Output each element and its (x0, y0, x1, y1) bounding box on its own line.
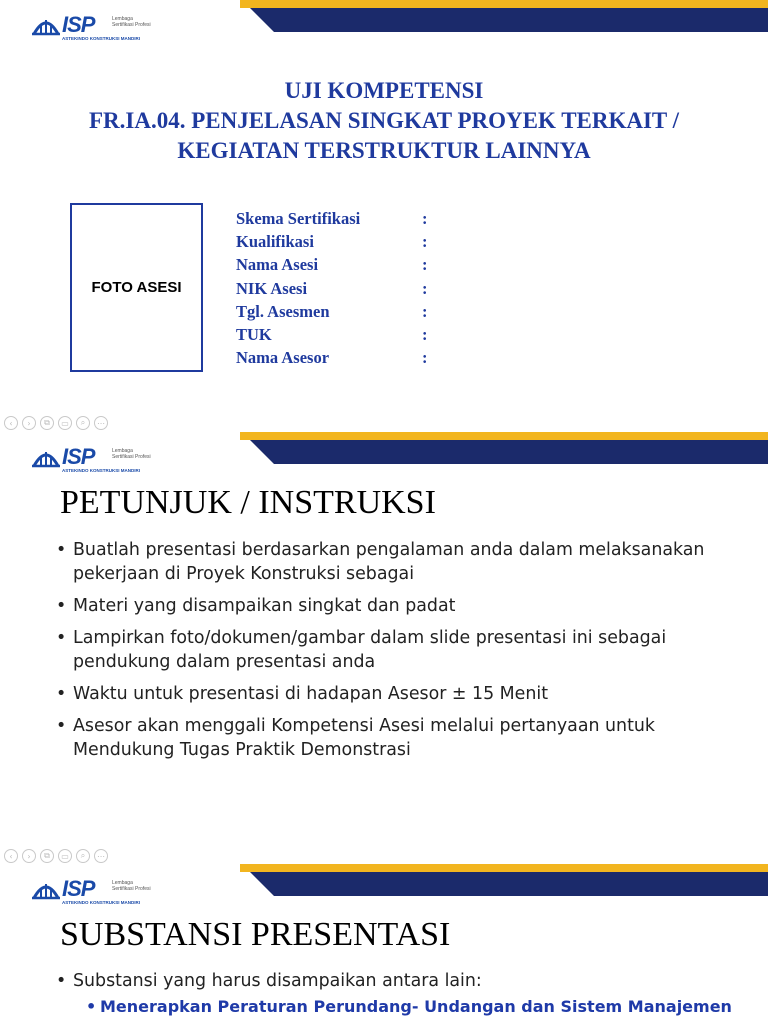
slide-heading: PETUNJUK / INSTRUKSI (60, 484, 436, 521)
field-label: NIK Asesi (236, 278, 308, 298)
field-colon: : (422, 348, 428, 368)
logo-tagline: Lembaga Sertifikasi Profesi (112, 880, 151, 892)
field-row (236, 325, 436, 348)
bridge-icon (32, 14, 60, 38)
prev-icon[interactable]: ‹ (4, 849, 18, 863)
list-item: • Materi yang disampaikan singkat dan padat (56, 594, 746, 618)
next-icon[interactable]: › (22, 849, 36, 863)
logo-text: ISP (62, 444, 95, 469)
substance-list (56, 969, 746, 1019)
bridge-icon (32, 878, 60, 902)
list-item: • Asesor akan menggali Kompetensi Asesi melalui pertanyaan untuk Mendukung Tugas Praktik Demonstrasi (56, 714, 746, 762)
copy-icon[interactable]: ⧉ (40, 849, 54, 863)
title-line-2: FR.IA.04. PENJELASAN SINGKAT PROYEK TERKAIT / (88, 108, 679, 133)
next-icon[interactable]: › (22, 416, 36, 430)
copy-icon[interactable]: ⧉ (40, 416, 54, 430)
lsp-logo (32, 876, 151, 908)
logo-subtext: ASTEKINDO KONSTRUKSI MANDIRI (62, 900, 141, 905)
slide-substance (0, 864, 768, 1024)
field-label: Nama Asesor (236, 348, 330, 368)
field-label: Tgl. Asesmen (236, 301, 330, 321)
field-colon: : (422, 209, 428, 228)
logo-subtext: ASTEKINDO KONSTRUKSI MANDIRI (62, 36, 141, 41)
lsp-logo (32, 12, 151, 44)
header-stripe-navy (250, 872, 768, 896)
logo-subtext: ASTEKINDO KONSTRUKSI MANDIRI (62, 468, 141, 473)
list-item: • Substansi yang harus disampaikan antara lain: (56, 969, 746, 993)
field-row (236, 232, 436, 255)
lsp-logo (32, 444, 151, 476)
field-label: Skema Sertifikasi (236, 209, 361, 228)
slide-cover (0, 0, 768, 410)
logo-text: ISP (62, 876, 95, 901)
title-line-1: UJI KOMPETENSI (284, 78, 484, 103)
field-colon: : (422, 324, 428, 344)
slides-icon[interactable]: ▭ (58, 849, 72, 863)
field-colon: : (422, 232, 428, 252)
logo-tagline: Lembaga Sertifikasi Profesi (112, 448, 151, 460)
zoom-icon[interactable]: ⌕ (76, 416, 90, 430)
header-stripe-navy (250, 8, 768, 32)
field-label: TUK (236, 324, 272, 344)
slide-instructions (0, 432, 768, 844)
field-colon: : (422, 301, 428, 321)
header-stripe-yellow (240, 432, 768, 440)
instruction-list (56, 538, 746, 770)
photo-placeholder (70, 203, 203, 372)
list-item: • Waktu untuk presentasi di hadapan Asesor ± 15 Menit (56, 682, 746, 706)
identity-fields (236, 209, 436, 371)
slide-heading: SUBSTANSI PRESENTASI (60, 916, 451, 953)
field-row (236, 209, 436, 232)
field-row (236, 348, 436, 371)
header-stripe-yellow (240, 864, 768, 872)
photo-label: FOTO ASESI (91, 279, 182, 296)
field-colon: : (422, 278, 428, 298)
more-icon[interactable]: ⋯ (94, 416, 108, 430)
logo-tagline: Lembaga Sertifikasi Profesi (112, 16, 151, 28)
bridge-icon (32, 446, 60, 470)
title-line-3: KEGIATAN TERSTRUKTUR LAINNYA (177, 138, 591, 163)
field-colon: : (422, 255, 428, 275)
field-row (236, 255, 436, 278)
document-title (0, 76, 768, 166)
prev-icon[interactable]: ‹ (4, 416, 18, 430)
field-row (236, 302, 436, 325)
list-item: • Lampirkan foto/dokumen/gambar dalam slide presentasi ini sebagai pendukung dalam presentasi anda (56, 626, 746, 674)
slide-nav-controls (4, 416, 108, 430)
sub-list-item: • Menerapkan Peraturan Perundang- Undangan dan Sistem Manajemen (86, 995, 746, 1019)
field-row (236, 279, 436, 302)
field-label: Nama Asesi (236, 255, 319, 275)
more-icon[interactable]: ⋯ (94, 849, 108, 863)
logo-text: ISP (62, 12, 95, 37)
header-stripe-yellow (240, 0, 768, 8)
field-label: Kualifikasi (236, 232, 314, 252)
slides-icon[interactable]: ▭ (58, 416, 72, 430)
slide-nav-controls (4, 849, 108, 863)
header-stripe-navy (250, 440, 768, 464)
zoom-icon[interactable]: ⌕ (76, 849, 90, 863)
list-item: • Buatlah presentasi berdasarkan pengalaman anda dalam melaksanakan pekerjaan di Proyek Konstruksi sebagai (56, 538, 746, 586)
